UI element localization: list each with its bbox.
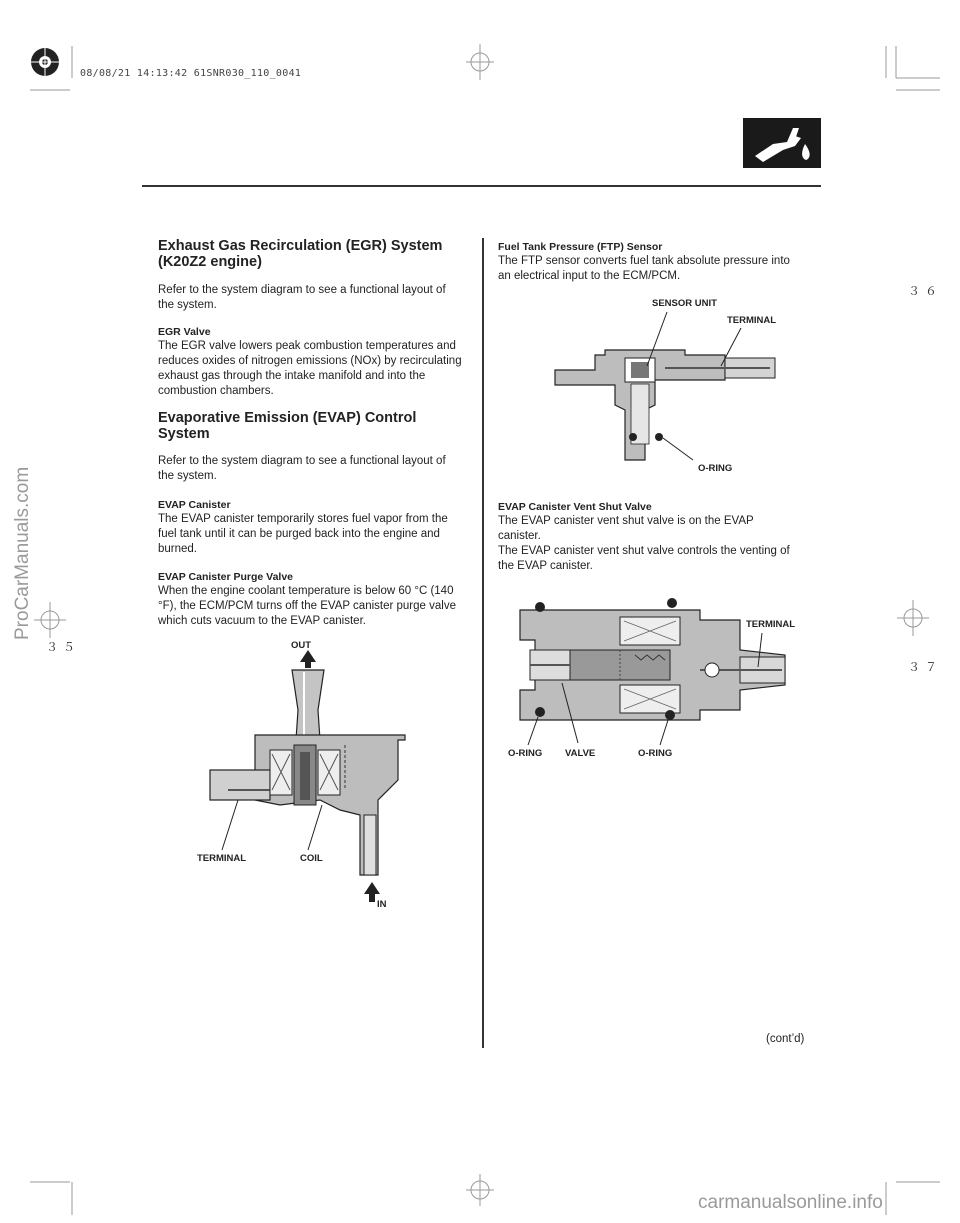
registration-target-icon <box>20 37 70 87</box>
watermark-side-wrap <box>12 466 34 660</box>
vent-oring-icon <box>535 602 545 612</box>
purge-label-in: IN <box>377 899 387 910</box>
column-divider <box>482 238 484 1048</box>
vent-text1: The EVAP canister vent shut valve is on the EVAP canister. <box>498 515 754 542</box>
vent-label-oring-left: O-RING <box>508 748 543 759</box>
egr-valve-title: EGR Valve <box>158 326 211 338</box>
vent-oring-icon <box>667 598 677 608</box>
print-marks-top <box>0 0 960 110</box>
evap-canister-text: The EVAP canister temporarily stores fuel vapor from the fuel tank until it can be purged back into the engine and burned. <box>158 513 448 555</box>
ftp-label-terminal: TERMINAL <box>727 315 777 326</box>
registration-crosshair-icon <box>466 44 494 80</box>
ftp-oring-right-icon <box>655 433 663 441</box>
vent-label-terminal: TERMINAL <box>746 619 796 630</box>
continued-note: (cont’d) <box>766 1033 805 1045</box>
vent-label-oring-right: O-RING <box>638 748 673 759</box>
evap-intro: Refer to the system diagram to see a functional layout of the system. <box>158 455 446 482</box>
ftp-title: Fuel Tank Pressure (FTP) Sensor <box>498 241 663 253</box>
margin-mark-left: ３５ <box>46 640 81 654</box>
margin-mark-right-bottom: ３７ <box>908 660 943 674</box>
egr-valve-text: The EGR valve lowers peak combustion temperatures and reduces oxides of nitrogen emissions (NOx) by recirculating exhaust gas through the intake manifold and into the combustion chambers. <box>158 340 462 397</box>
vent-title: EVAP Canister Vent Shut Valve <box>498 501 652 513</box>
purge-label-coil: COIL <box>300 853 323 864</box>
watermark-bottom: carmanualsonline.info <box>698 1192 883 1213</box>
evap-canister-title: EVAP Canister <box>158 499 231 511</box>
vent-oring-icon <box>665 710 675 720</box>
purge-title: EVAP Canister Purge Valve <box>158 571 294 583</box>
egr-intro: Refer to the system diagram to see a functional layout of the system. <box>158 284 446 311</box>
vent-oring-icon <box>535 707 545 717</box>
watermark-side: ProCarManuals.com <box>12 466 33 640</box>
vent-label-valve: VALVE <box>565 748 596 759</box>
ftp-label-oring: O-RING <box>698 463 733 474</box>
registration-crosshair-icon <box>30 600 70 640</box>
margin-mark-right-top: ３６ <box>908 284 943 298</box>
print-stamp: 08/08/21 14:13:42 61SNR030_110_0041 <box>80 68 302 79</box>
fuel-pump-nozzle-icon <box>743 118 821 168</box>
out-arrow-icon <box>300 650 316 668</box>
header-rule <box>142 185 821 187</box>
purge-text: When the engine coolant temperature is below 60 °C (140 °F), the ECM/PCM turns off the EVAP canister purge valve which cuts vacuum to the EVAP canister. <box>158 585 456 627</box>
purge-label-out: OUT <box>291 640 312 651</box>
ftp-label-sensor-unit: SENSOR UNIT <box>652 298 717 309</box>
registration-crosshair-icon <box>893 598 933 638</box>
purge-label-terminal: TERMINAL <box>197 853 247 864</box>
evap-title: Evaporative Emission (EVAP) Control System <box>158 410 417 442</box>
section-header-block <box>743 118 821 168</box>
purge-valve-diagram <box>200 640 420 920</box>
ftp-text: The FTP sensor converts fuel tank absolute pressure into an electrical input to the ECM/PCM. <box>498 255 790 282</box>
egr-title: Exhaust Gas Recirculation (EGR) System (K20Z2 engine) <box>158 238 443 270</box>
registration-crosshair-icon <box>466 1174 494 1206</box>
vent-text2: The EVAP canister vent shut valve controls the venting of the EVAP canister. <box>498 545 790 572</box>
ftp-oring-left-icon <box>629 433 637 441</box>
